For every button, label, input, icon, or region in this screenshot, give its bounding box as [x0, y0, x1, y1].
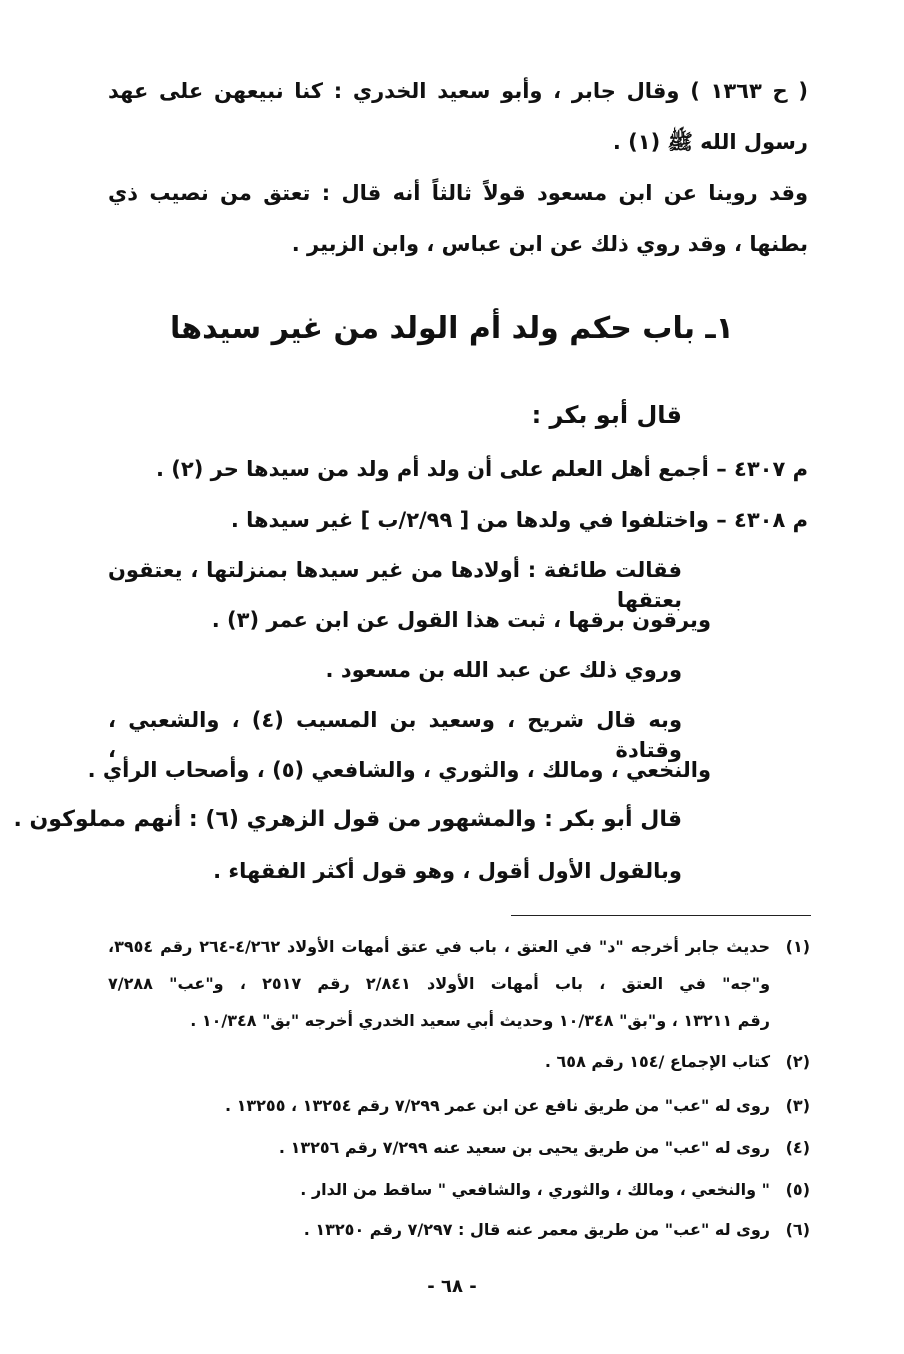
paragraph-line: م ٤٣٠٨ – واختلفوا في ولدها من [ ٢/٩٩/ب ] غير سيدها .	[230, 508, 808, 532]
footnote-number: (٢)	[785, 1052, 810, 1071]
footnote	[300, 1178, 810, 1202]
footnote	[304, 1218, 810, 1242]
paragraph-line: م ٤٣٠٧ – أجمع أهل العلم على أن ولد أم ولد من سيدها حر (٢) .	[156, 457, 808, 481]
footnote-text: كتاب الإجماع /١٥٤ رقم ٦٥٨ .	[544, 1052, 770, 1071]
footnote	[225, 1094, 810, 1118]
footnote	[108, 935, 810, 959]
footnote-number: (١)	[785, 937, 811, 956]
footnote	[279, 1136, 810, 1160]
text-line: ( ح ١٣٦٣ ) وقال جابر ، وأبو سعيد الخدري : كنا نبيعهن على عهد	[108, 79, 808, 103]
footnote-number: (٣)	[785, 1096, 810, 1115]
text-line: بطنها ، وقد روي ذلك عن ابن عباس ، وابن الزبير .	[291, 232, 808, 256]
text-line: رسول الله ﷺ (١) .	[612, 130, 808, 154]
paragraph-line: والنخعي ، ومالك ، والثوري ، والشافعي (٥) ، وأصحاب الرأي .	[87, 758, 711, 782]
chapter-title: ١ـ باب حكم ولد أم الولد من غير سيدها	[170, 311, 734, 346]
footnote	[545, 1050, 810, 1074]
footnote-text: و"جه" في العتق ، باب أمهات الأولاد ٢/٨٤١ رقم ٢٥١٧ ، و"عب" ٧/٢٨٨	[108, 974, 771, 993]
paragraph-line: قال أبو بكر : والمشهور من قول الزهري (٦) : أنهم مملوكون .	[13, 807, 682, 832]
paragraph-line: وبه قال شريح ، وسعيد بن المسيب (٤) ، والشعبي ، وقتادة ،	[108, 708, 682, 762]
paragraph-line: فقالت طائفة : أولادها من غير سيدها بمنزلتها ، يعتقون بعتقها	[108, 558, 682, 612]
footnote-separator	[511, 915, 811, 916]
footnote-text: روى له "عب" من طريق يحيى بن سعيد عنه ٧/٢٩٩ رقم ١٣٢٥٦ .	[278, 1138, 770, 1157]
footnote-text: رقم ١٣٢١١ ، و"بق" ١٠/٣٤٨ وحديث أبي سعيد الخدري أخرجه "بق" ١٠/٣٤٨ .	[190, 1011, 770, 1030]
footnote-text: روى له "عب" من طريق نافع عن ابن عمر ٧/٢٩٩ رقم ١٣٢٥٤ ، ١٣٢٥٥ .	[224, 1096, 770, 1115]
abu-bakr-heading: قال أبو بكر :	[531, 401, 682, 429]
footnote-text: حديث جابر أخرجه "د" في العتق ، باب في عتق أمهات الأولاد ٤/٢٦٢-٢٦٤ رقم ٣٩٥٤،	[108, 937, 771, 956]
paragraph-line: وروي ذلك عن عبد الله بن مسعود .	[325, 658, 682, 682]
text-line: وقد روينا عن ابن مسعود قولاً ثالثاً أنه قال : تعتق من نصيب ذي	[108, 181, 808, 205]
footnote-number: (٥)	[785, 1180, 810, 1199]
footnote-text: روى له "عب" من طريق معمر عنه قال : ٧/٢٩٧ رقم ١٣٢٥٠ .	[303, 1220, 770, 1239]
page-number: - ٦٨ -	[427, 1276, 477, 1297]
paragraph-line: ويرقون برقها ، ثبت هذا القول عن ابن عمر (٣) .	[211, 608, 711, 632]
paragraph-line: وبالقول الأول أقول ، وهو قول أكثر الفقهاء .	[213, 859, 682, 883]
footnote-number: (٤)	[785, 1138, 810, 1157]
footnote-text: " والنخعي ، ومالك ، والثوري ، والشافعي " ساقط من الدار .	[300, 1180, 770, 1199]
footnote-number: (٦)	[785, 1220, 810, 1239]
